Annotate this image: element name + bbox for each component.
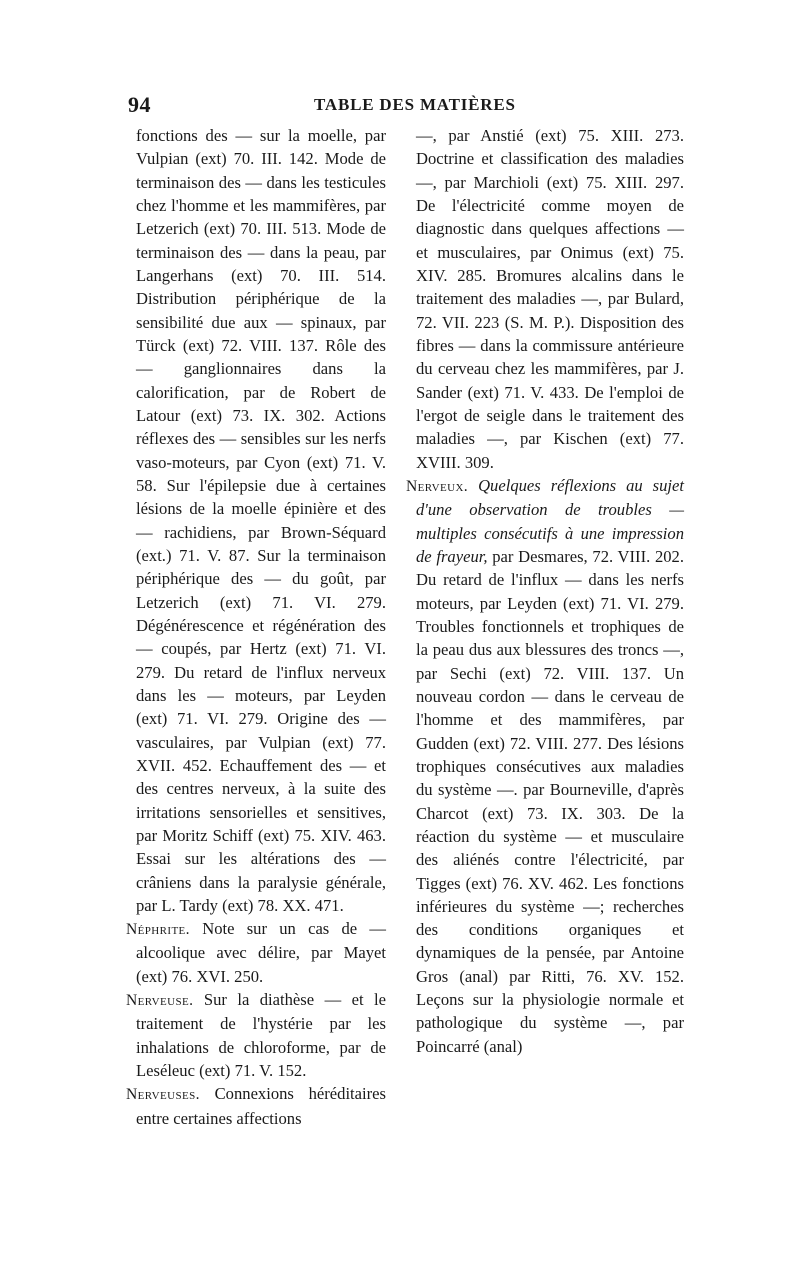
entry-headword: Nerveuses. [126,1086,200,1104]
right-column [406,124,684,1058]
entry-continuation: fonctions des — sur la moelle, par Vulpian (ext) 70. III. 142. Mode de terminaison des — dans les testicules chez l'homme et les mammifères, par Letzerich (ext) 70. III. 513. Mode de terminaison des — dans la peau, par Langerhans (ext) 70. III. 514. Distribution périphérique de la sensibilité due aux — spinaux, par Türck (ext) 72. VIII. 137. Rôle des — ganglionnaires dans la calorification, par de Robert de Latour (ext) 73. IX. 302. Actions réflexes des — sensibles sur les nerfs vaso-moteurs, par Cyon (ext) 71. V. 58. Sur l'épilepsie due à certaines lésions de la moelle épinière et des — rachidiens, par Brown-Séquard (ext.) 71. V. 87. Sur la terminaison périphérique des — du goût, par Letzerich (ext) 71. VI. 279. Dégénérescence et régénération des — coupés, par Hertz (ext) 71. VI. 279. Du retard de l'influx nerveux dans les — moteurs, par Leyden (ext) 71. VI. 279. Origine des — vasculaires, par Vulpian (ext) 77. XVII. 452. Echauffement des — et des centres nerveux, à la suite des irritations sensorielles et sensitives, par Moritz Schiff (ext) 75. XIV. 463. Essai sur les altérations des — crâniens dans la paralysie générale, par L. Tardy (ext) 78. XX. 471. [136,126,386,915]
entry-text: Sur la diathèse — et le traitement de l'hystérie par les inhalations de chloroforme, par de Leséleuc (ext) 71. V. 152. [136,990,386,1081]
entry-text: par Desmares, 72. VIII. 202. Du retard de l'influx — dans les nerfs moteurs, par Leyden (ext) 71. VI. 279. Troubles fonctionnels et trophiques de la peau dus aux blessures des troncs —, par Sechi (ext) 72. VIII. 137. Un nouveau cordon — dans le cerveau de l'homme et des mammifères, par Gudden (ext) 72. VIII. 277. Des lésions trophiques consécutives aux maladies du système —. par Bourneville, d'après Charcot (ext) 73. IX. 303. De la réaction du système — et musculaire des aliénés contre l'électricité, par Tigges (ext) 76. XV. 462. Les fonctions inférieures du système —; recherches des conditions organiques et dynamiques de la pensée, par Antoine Gros (anal) par Ritti, 76. XV. 152. Leçons sur la physiologie normale et pathologique du système —, par Poincarré (anal) [416,546,684,1056]
entry-nerveuses [126,1082,386,1130]
entry-headword: Nerveuse. [126,992,194,1010]
entry-headword: Nerveux. [406,477,469,495]
entry-italic-title: Quelques réflexions au sujet d'une observation de troubles —multiples consécutifs à une impression de frayeur, [416,475,684,566]
entry-nephrite [126,917,386,988]
entry-nerveuse [126,988,386,1082]
entry-text: Note sur un cas de — alcoolique avec délire, par Mayet (ext) 76. XVI. 250. [136,919,386,986]
entry-continuation: —, par Anstié (ext) 75. XIII. 273. Doctrine et classification des maladies —, par Marchioli (ext) 75. XIII. 297. De l'électricité comme moyen de diagnostic dans quelques affections — et musculaires, par Onimus (ext) 75. XIV. 285. Bromures alcalins dans le traitement des maladies —, par Bulard, 72. VII. 223 (S. M. P.). Disposition des fibres — dans la commissure antérieure du cerveau chez les mammifères, par J. Sander (ext) 71. V. 433. De l'emploi de l'ergot de seigle dans le traitement des maladies —, par Kischen (ext) 77. XVIII. 309. [416,126,684,472]
entry-text: Connexions héréditaires entre certaines affections [136,1084,386,1128]
entry-headword: Néphrite. [126,921,190,939]
running-title: TABLE DES MATIÈRES [314,95,516,114]
page-header [128,92,688,122]
entry-nerveux [406,474,684,1058]
left-column [126,124,386,1130]
page-number: 94 [128,92,151,117]
